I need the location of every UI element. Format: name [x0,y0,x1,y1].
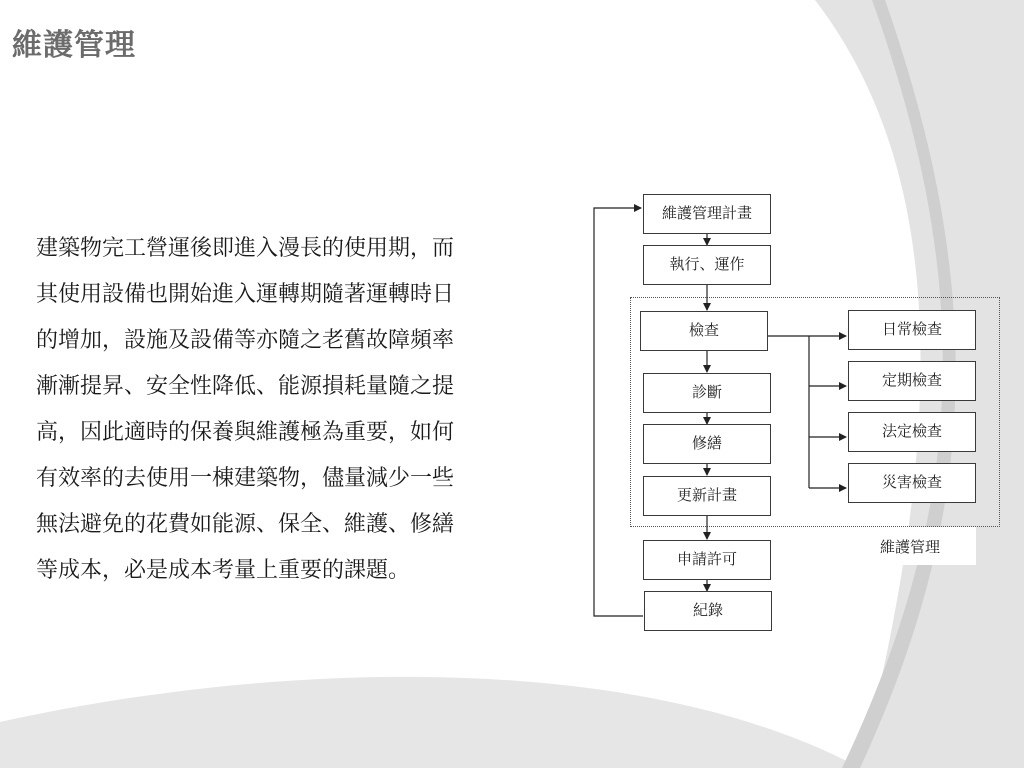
renewal-plan-box: 更新計畫 [643,476,771,516]
operation-box: 執行、運作 [643,245,771,285]
group-label: 維護管理 [880,538,941,556]
repair-box: 修繕 [643,424,771,464]
body-line: 的增加，設施及設備等亦隨之老舊故障頻率 [36,328,455,353]
body-line: 等成本，必是成本考量上重要的課題。 [36,558,411,583]
body-paragraph [36,226,536,594]
body-line: 高，因此適時的保養與維護極為重要，如何 [36,420,455,445]
daily-check-box: 日常檢查 [848,310,976,350]
body-line: 其使用設備也開始進入運轉期隨著運轉時日 [36,282,455,307]
maintenance-plan-box: 維護管理計畫 [643,194,771,234]
permit-application-box: 申請許可 [643,540,771,580]
periodic-check-box: 定期檢查 [848,361,976,401]
diagnosis-box: 診斷 [643,373,771,413]
body-line: 建築物完工營運後即進入漫長的使用期，而 [36,236,455,261]
inspection-box: 檢查 [640,311,768,351]
disaster-check-box: 災害檢查 [848,463,976,503]
slide-title: 維護管理 [12,28,136,63]
body-line: 無法避免的花費如能源、保全、維護、修繕 [36,512,455,537]
legal-check-box: 法定檢查 [848,412,976,452]
body-line: 有效率的去使用一棟建築物，儘量減少一些 [36,466,455,491]
body-line: 漸漸提昇、安全性降低、能源損耗量隨之提 [36,374,455,399]
record-box: 紀錄 [644,591,772,631]
